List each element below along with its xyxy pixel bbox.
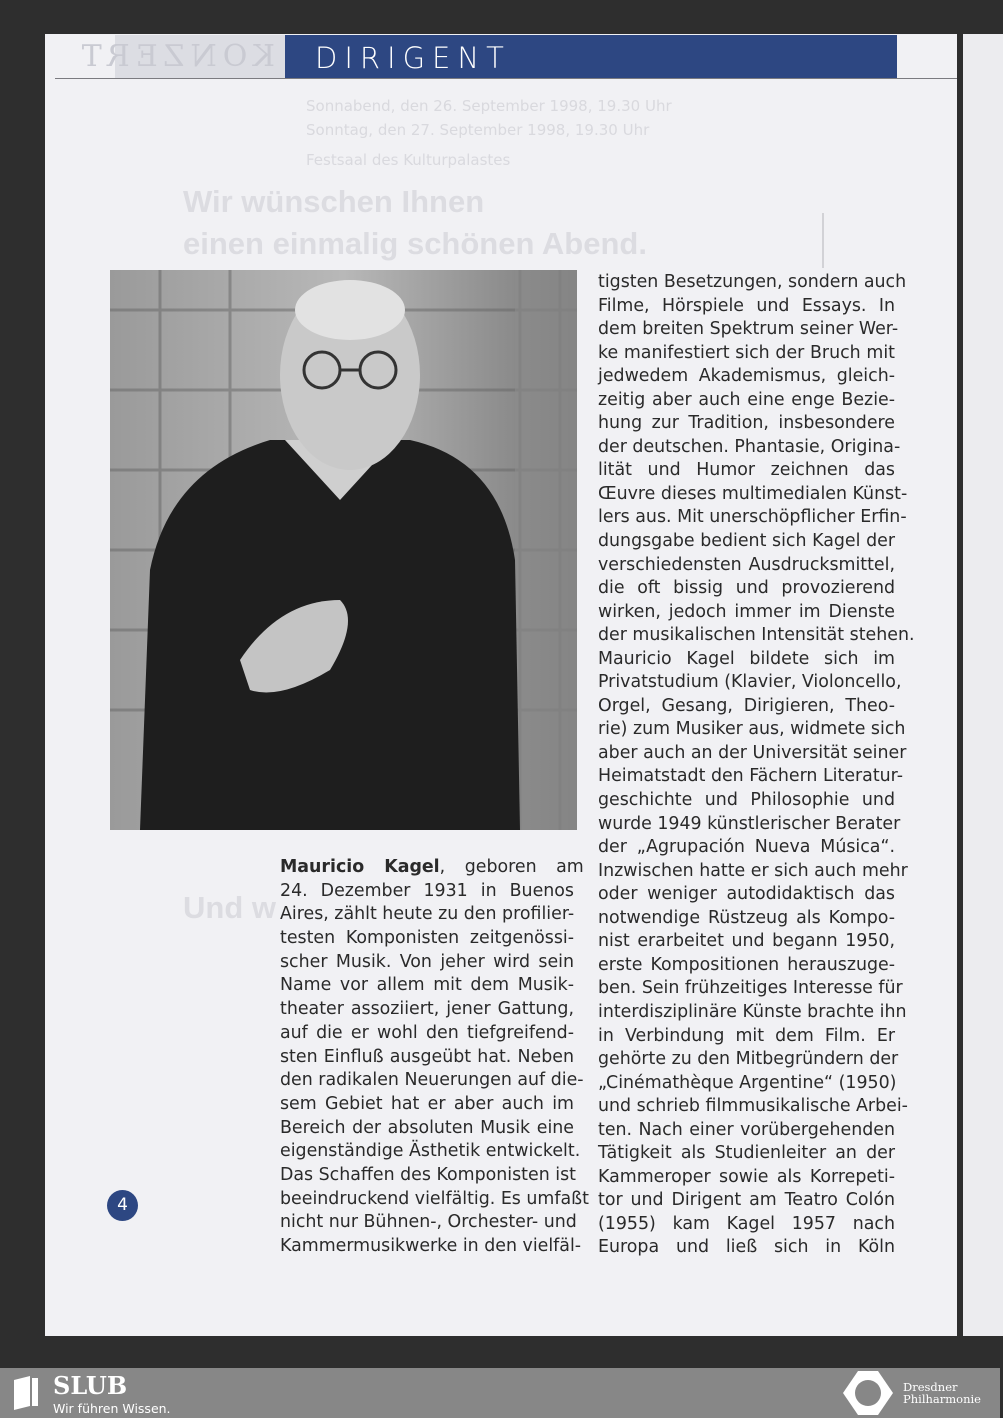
text-line: Privatstudium (Klavier, Violoncello, <box>598 672 902 693</box>
text-line: ben. Sein frühzeitiges Interesse für <box>598 978 903 999</box>
text-line: eigenständige Ästhetik entwickelt. <box>280 1141 581 1162</box>
text-line: Orgel, Gesang, Dirigieren, Theo- <box>598 695 895 716</box>
text-line: nist erarbeitet und begann 1950, <box>598 931 895 952</box>
text-line: Filme, Hörspiele und Essays. In <box>598 295 895 316</box>
text-line: tor und Dirigent am Teatro Colón <box>598 1190 895 1211</box>
text-line: in Verbindung mit dem Film. Er <box>598 1025 895 1046</box>
text-line: Das Schaffen des Komponisten ist <box>280 1164 576 1185</box>
text-line: Kammermusikwerke in den vielfäl- <box>280 1236 582 1256</box>
text-line: Aires, zählt heute zu den profilier- <box>280 904 575 925</box>
text-line: rie) zum Musiker aus, widmete sich <box>598 719 906 740</box>
text-line: lers aus. Mit unerschöpflicher Erfin- <box>598 507 907 528</box>
show-through-rule <box>822 213 824 268</box>
slub-logo-text: SLUB <box>53 1371 128 1400</box>
text-line: oder weniger autodidaktisch das <box>598 884 895 905</box>
text-line: zeitig aber auch eine enge Bezie- <box>598 389 895 410</box>
text-line: interdisziplinäre Künste brachte ihn <box>598 1001 907 1022</box>
text-line: gehörte zu den Mitbegründern der <box>598 1049 899 1070</box>
text-line: dungsgabe bedient sich Kagel der <box>598 531 895 552</box>
text-line: ke manifestiert sich der Bruch mit <box>598 342 895 363</box>
text-line: verschiedensten Ausdrucksmittel, <box>598 554 895 575</box>
show-through-headline: Wir wünschen Ihnen <box>183 184 485 219</box>
text-line: sem Gebiet hat er aber auch im <box>280 1093 574 1114</box>
text-line: der musikalischen Intensität stehen. <box>598 625 915 646</box>
text-line: beeindruckend vielfältig. Es umfaßt <box>280 1188 589 1209</box>
show-through-date: Sonnabend, den 26. September 1998, 19.30 Uhr <box>306 97 672 115</box>
text-line: scher Musik. Von jeher wird sein <box>280 951 574 972</box>
text-line: Tätigkeit als Studienleiter an der <box>598 1143 895 1164</box>
text-line: der deutschen. Phantasie, Origina- <box>598 436 901 457</box>
text-line: sten Einfluß ausgeübt hat. Neben <box>280 1046 574 1067</box>
text-line: der „Agrupación Nueva Música“. <box>598 837 895 858</box>
text-line: Bereich der absoluten Musik eine <box>280 1117 574 1138</box>
show-through-heading: Und w <box>183 890 276 925</box>
slub-book-icon <box>12 1376 42 1410</box>
text-fragment: , geboren am <box>439 857 584 877</box>
text-line: theater assoziiert, jener Gattung, <box>280 999 574 1020</box>
text-line: tigsten Besetzungen, sondern auch <box>598 272 907 292</box>
text-line: wirken, jedoch immer im Dienste <box>598 601 895 622</box>
text-line: jedwedem Akademismus, gleich- <box>598 366 895 387</box>
text-line: „Cinémathèque Argentine“ (1950) <box>598 1072 897 1093</box>
partner-line: Dresdner <box>903 1380 958 1394</box>
viewer-footer <box>0 1368 1000 1418</box>
show-through-venue: Festsaal des Kulturpalastes <box>306 151 511 169</box>
text-line: dem breiten Spektrum seiner Wer- <box>598 319 899 340</box>
text-line: aber auch an der Universität seiner <box>598 742 907 763</box>
text-line: Name vor allem mit dem Musik- <box>280 975 574 996</box>
text-line: erste Kompositionen herauszuge- <box>598 954 895 975</box>
text-line: notwendige Rüstzeug als Kompo- <box>598 907 895 928</box>
section-header: DIRIGENT <box>285 35 897 78</box>
partner-line: Philharmonie <box>903 1392 981 1406</box>
show-through-date: Sonntag, den 27. September 1998, 19.30 Uhr <box>306 121 650 139</box>
text-line: Œuvre dieses multimedialen Künst- <box>598 483 908 504</box>
text-line: wurde 1949 künstlerischer Berater <box>598 813 901 834</box>
page-number: 4 <box>107 1190 138 1221</box>
text-line: und schrieb filmmusikalische Arbei- <box>598 1096 908 1117</box>
text-line: hung zur Tradition, insbesondere <box>598 413 895 434</box>
philharmonie-logo-icon <box>842 1370 894 1416</box>
show-through-headline: einen einmalig schönen Abend. <box>183 226 647 261</box>
text-line: den radikalen Neuerungen auf die- <box>280 1070 584 1091</box>
text-line: Kammeroper sowie als Korrepeti- <box>598 1166 895 1187</box>
show-through-section-title: KONZERT <box>115 35 285 78</box>
article-column-right <box>598 271 915 1260</box>
text-line: Inzwischen hatte er sich auch mehr <box>598 860 908 881</box>
article-column-left <box>280 856 589 1259</box>
text-line: geschichte und Philosophie und <box>598 790 895 811</box>
text-line: Heimatstadt den Fächern Literatur- <box>598 766 903 787</box>
text-line: nicht nur Bühnen-, Orchester- und <box>280 1212 577 1233</box>
text-line: auf die er wohl den tiefgreifend- <box>280 1022 574 1043</box>
text-line: Mauricio Kagel bildete sich im <box>598 648 895 669</box>
text-line: testen Komponisten zeitgenössi- <box>280 928 574 949</box>
slub-tagline: Wir führen Wissen. <box>53 1401 171 1416</box>
text-line <box>280 856 584 880</box>
portrait-photo <box>110 270 577 830</box>
text-line: (1955) kam Kagel 1957 nach <box>598 1213 895 1234</box>
philharmonie-name <box>903 1381 981 1405</box>
text-line: ten. Nach einer vorübergehenden <box>598 1119 895 1140</box>
text-line: 24. Dezember 1931 in Buenos <box>280 880 574 901</box>
text-line: die oft bissig und provozierend <box>598 578 895 599</box>
adjacent-page-edge <box>963 34 1003 1336</box>
text-line: lität und Humor zeichnen das <box>598 460 895 481</box>
subject-name: Mauricio Kagel <box>280 857 440 877</box>
text-line: Europa und ließ sich in Köln <box>598 1237 895 1258</box>
header-rule <box>55 78 957 79</box>
